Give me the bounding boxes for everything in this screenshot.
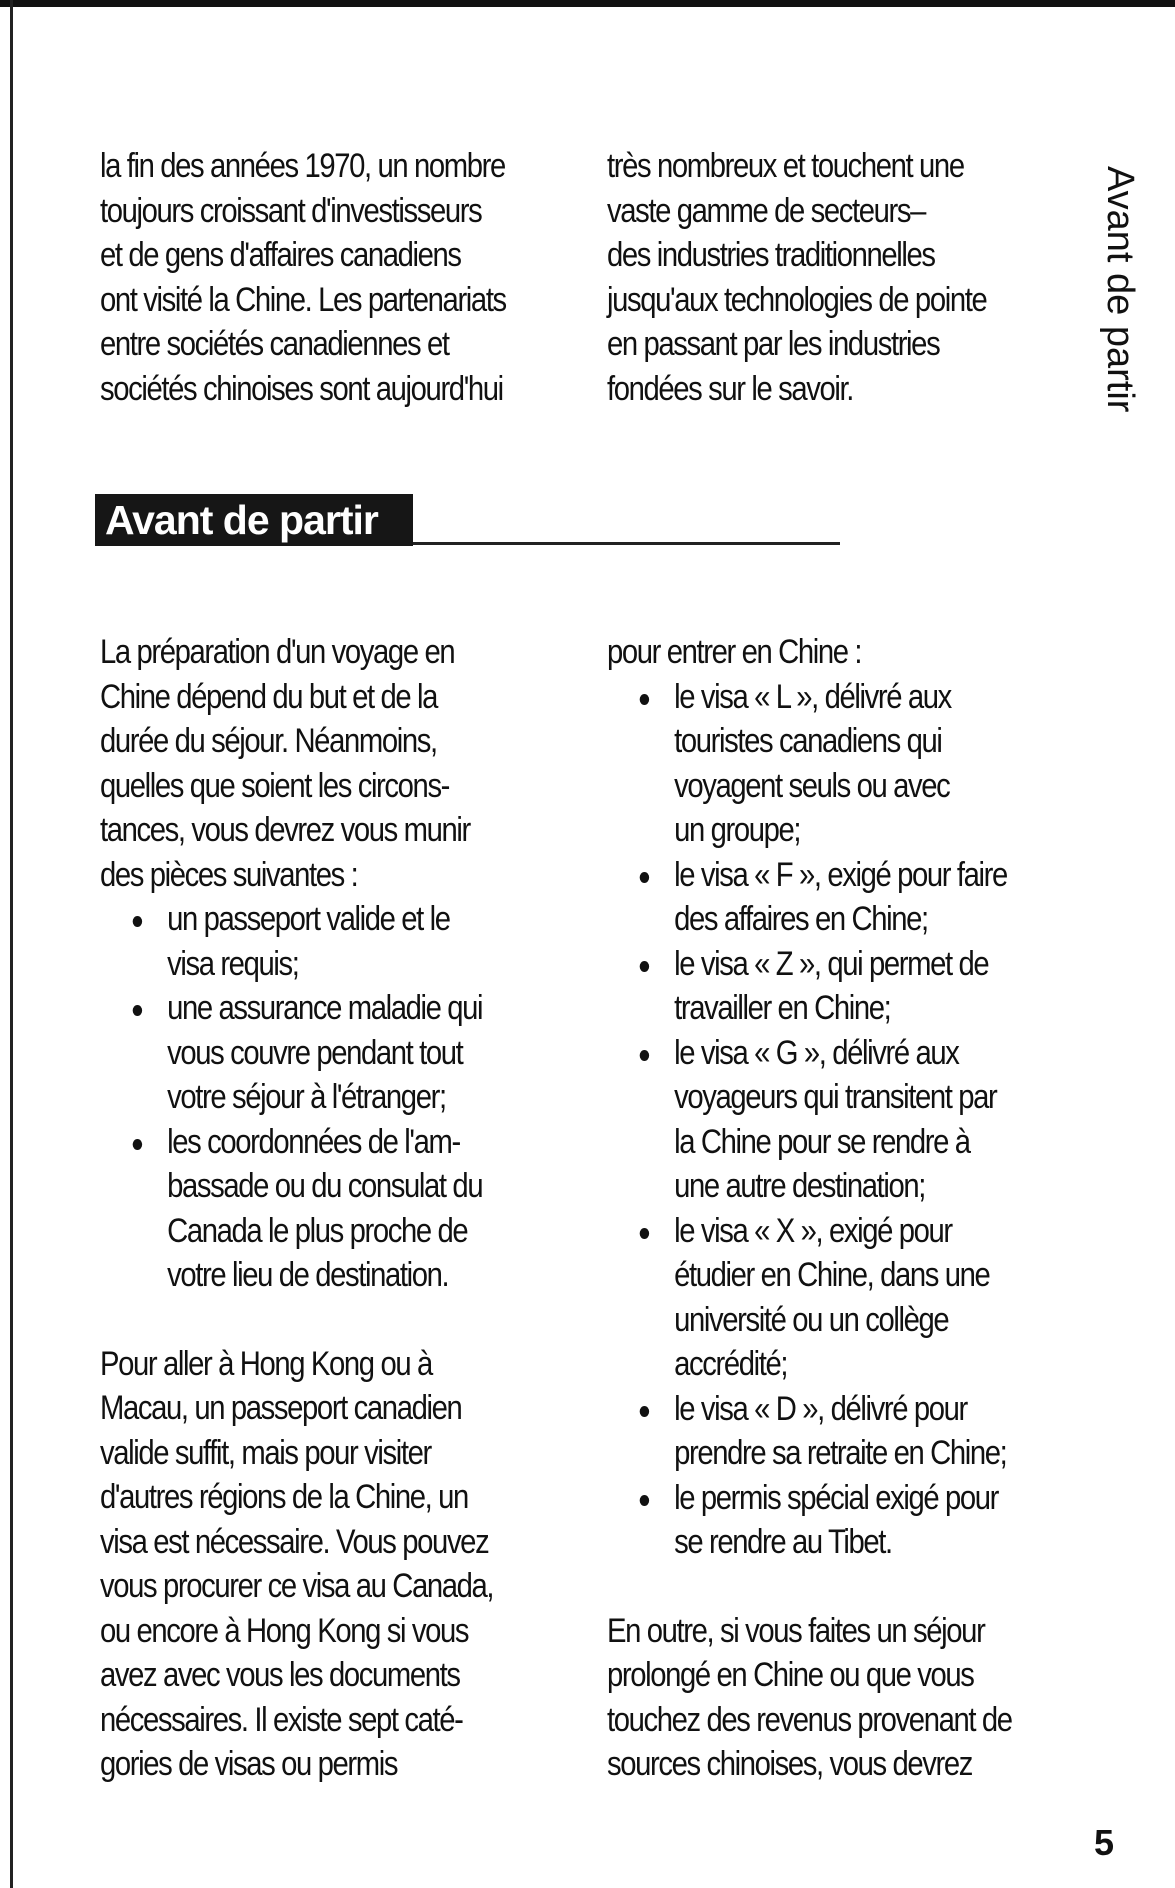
paragraph-gap bbox=[607, 1565, 1012, 1609]
visa-categories-list bbox=[607, 675, 1012, 1565]
list-item-line: le visa « F », exigé pour faire bbox=[674, 855, 1007, 894]
paragraph-line: avez avec vous les documents bbox=[100, 1656, 460, 1694]
paragraph-line: sources chinoises, vous devrez bbox=[607, 1745, 973, 1783]
intro-left-line: toujours croissant d'investisseurs bbox=[100, 191, 482, 230]
intro-right-line: en passant par les industries bbox=[607, 325, 940, 363]
list-item-line: une assurance maladie qui bbox=[167, 989, 483, 1027]
list-item-line: un groupe; bbox=[674, 811, 801, 849]
body-right-column bbox=[607, 630, 1012, 1787]
list-item-line: votre séjour à l'étranger; bbox=[167, 1078, 446, 1116]
list-item-line: visa requis; bbox=[167, 944, 299, 983]
list-item-line: étudier en Chine, dans une bbox=[674, 1256, 990, 1294]
list-item-line: vous couvre pendant tout bbox=[167, 1033, 463, 1072]
intro-right-line: jusqu'aux technologies de pointe bbox=[607, 280, 987, 319]
intro-left-line: entre sociétés canadiennes et bbox=[100, 325, 449, 363]
paragraph-line: touchez des revenus provenant de bbox=[607, 1700, 1012, 1739]
list-item-line: le visa « D », délivré pour bbox=[674, 1389, 967, 1428]
paragraph-line: vous procurer ce visa au Canada, bbox=[100, 1567, 494, 1605]
intro-right-line: fondées sur le savoir. bbox=[607, 369, 854, 408]
paragraph-line: Chine dépend du but et de la bbox=[100, 677, 438, 716]
intro-left-line: et de gens d'affaires canadiens bbox=[100, 236, 461, 274]
intro-left-line: sociétés chinoises sont aujourd'hui bbox=[100, 369, 503, 408]
list-item bbox=[607, 1476, 1012, 1565]
intro-right-line: très nombreux et touchent une bbox=[607, 147, 964, 185]
list-item bbox=[100, 897, 493, 986]
list-item-line: université ou un collège bbox=[674, 1300, 949, 1339]
list-item bbox=[607, 1031, 1012, 1209]
paragraph-line: gories de visas ou permis bbox=[100, 1745, 398, 1783]
paragraph-line: valide suffit, mais pour visiter bbox=[100, 1433, 431, 1472]
paragraph-line: des pièces suivantes : bbox=[100, 855, 358, 894]
paragraph-line: ou encore à Hong Kong si vous bbox=[100, 1611, 469, 1650]
paragraph-line: La préparation d'un voyage en bbox=[100, 633, 455, 671]
paragraph-line: visa est nécessaire. Vous pouvez bbox=[100, 1522, 489, 1561]
list-item-line: Canada le plus proche de bbox=[167, 1211, 468, 1250]
paragraph-line: pour entrer en Chine : bbox=[607, 633, 862, 671]
paragraph-line: tances, vous devrez vous munir bbox=[100, 811, 470, 849]
list-item-line: la Chine pour se rendre à bbox=[674, 1122, 970, 1161]
intro-left-column bbox=[100, 144, 506, 411]
list-item-line: une autre destination; bbox=[674, 1167, 926, 1205]
list-item bbox=[100, 986, 493, 1120]
paragraph-line: prolongé en Chine ou que vous bbox=[607, 1656, 974, 1694]
paragraph-line: durée du séjour. Néanmoins, bbox=[100, 722, 437, 760]
list-item-line: des affaires en Chine; bbox=[674, 900, 928, 938]
list-item-line: le visa « G », délivré aux bbox=[674, 1033, 959, 1072]
page-number: 5 bbox=[1094, 1822, 1115, 1863]
list-item-line: votre lieu de destination. bbox=[167, 1256, 449, 1294]
list-item bbox=[607, 853, 1012, 942]
list-item-line: le visa « Z », qui permet de bbox=[674, 944, 989, 983]
intro-right-line: des industries traditionnelles bbox=[607, 236, 935, 274]
paragraph-line: quelles que soient les circons- bbox=[100, 766, 450, 805]
paragraph-line: Pour aller à Hong Kong ou à bbox=[100, 1344, 432, 1383]
paragraph-gap bbox=[100, 1298, 493, 1342]
paragraph-line: d'autres régions de la Chine, un bbox=[100, 1478, 468, 1516]
list-item-line: le visa « L », délivré aux bbox=[674, 677, 951, 716]
list-item-line: voyagent seuls ou avec bbox=[674, 766, 950, 805]
body-left-column bbox=[100, 630, 493, 1787]
section-heading-rule bbox=[413, 542, 840, 545]
list-item-line: prendre sa retraite en Chine; bbox=[674, 1434, 1007, 1472]
list-item-line: un passeport valide et le bbox=[167, 900, 450, 938]
list-item-line: les coordonnées de l'am- bbox=[167, 1122, 460, 1161]
list-item bbox=[100, 1120, 493, 1298]
list-item-line: le visa « X », exigé pour bbox=[674, 1211, 952, 1250]
list-item bbox=[607, 675, 1012, 853]
intro-left-line: ont visité la Chine. Les partenariats bbox=[100, 280, 506, 319]
list-item bbox=[607, 1209, 1012, 1387]
list-item-line: accrédité; bbox=[674, 1345, 788, 1383]
section-heading: Avant de partir bbox=[95, 494, 413, 546]
paragraph-line: nécessaires. Il existe sept caté- bbox=[100, 1700, 463, 1739]
intro-left-line: la fin des années 1970, un nombre bbox=[100, 147, 505, 185]
list-item-line: bassade ou du consulat du bbox=[167, 1167, 483, 1205]
list-item bbox=[607, 942, 1012, 1031]
side-tab-label: Avant de partir bbox=[1099, 166, 1141, 413]
scan-top-edge bbox=[0, 0, 1175, 7]
paragraph-line: Macau, un passeport canadien bbox=[100, 1389, 462, 1427]
list-item bbox=[607, 1387, 1012, 1476]
list-item-line: voyageurs qui transitent par bbox=[674, 1078, 997, 1116]
intro-right-line: vaste gamme de secteurs– bbox=[607, 191, 926, 230]
paragraph-line: En outre, si vous faites un séjour bbox=[607, 1611, 985, 1650]
required-documents-list bbox=[100, 897, 493, 1298]
list-item-line: le permis spécial exigé pour bbox=[674, 1478, 998, 1517]
list-item-line: touristes canadiens qui bbox=[674, 722, 942, 760]
scan-left-edge bbox=[10, 0, 13, 1888]
list-item-line: se rendre au Tibet. bbox=[674, 1523, 892, 1561]
list-item-line: travailler en Chine; bbox=[674, 989, 891, 1027]
intro-right-column bbox=[607, 144, 986, 411]
